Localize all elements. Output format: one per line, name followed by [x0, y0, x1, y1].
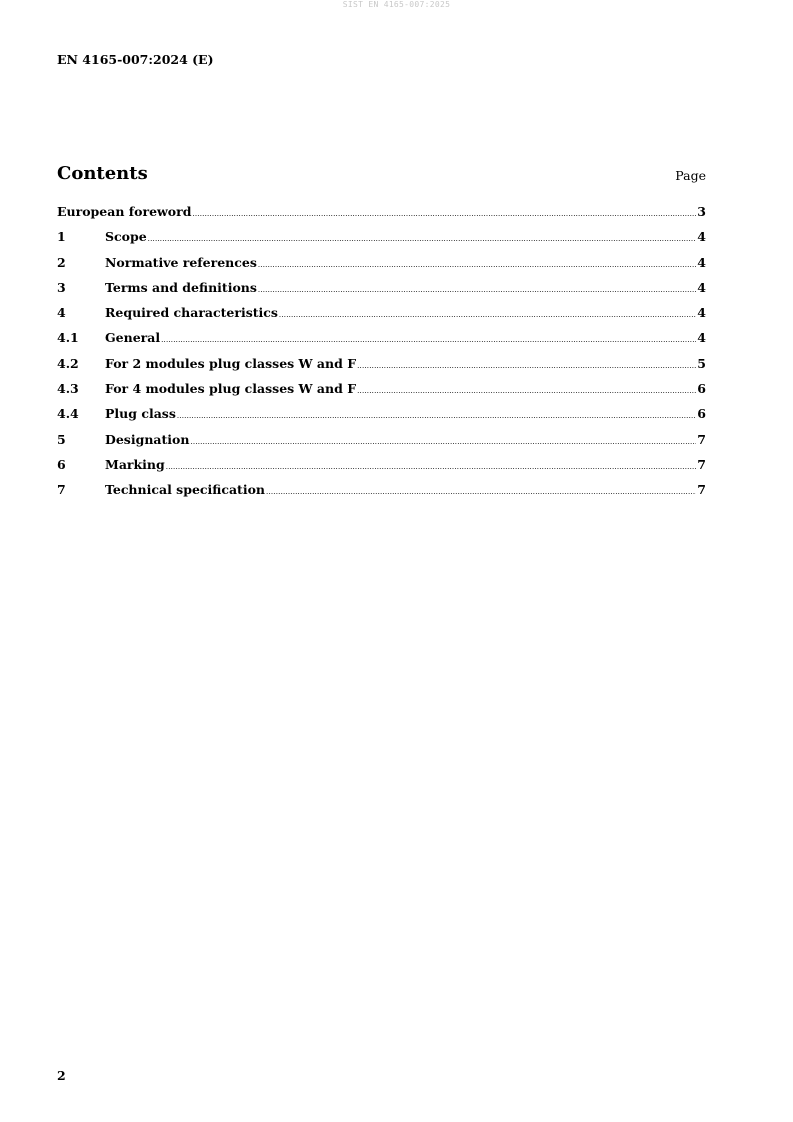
toc-entry-terms-and-definitions[interactable]: [57, 280, 706, 305]
toc-leader-dots: [190, 438, 696, 446]
toc-entry-number: 4.2: [57, 355, 79, 371]
toc-entry-page: 4: [697, 254, 706, 270]
contents-title: Contents: [57, 163, 148, 184]
table-of-contents: [57, 204, 706, 508]
toc-entry-number: 6: [57, 456, 66, 472]
toc-leader-dots: [357, 387, 696, 395]
toc-entry-general[interactable]: [57, 330, 706, 355]
toc-entry-label: General: [105, 330, 161, 346]
toc-leader-dots: [258, 286, 696, 294]
toc-entry-label: Scope: [105, 229, 147, 245]
toc-leader-dots: [192, 210, 696, 218]
toc-entry-page: 6: [697, 406, 706, 422]
page-number: 2: [57, 1068, 66, 1083]
toc-entry-page: 4: [697, 279, 706, 295]
toc-leader-dots: [166, 463, 697, 471]
toc-entry-page: 7: [697, 431, 706, 447]
toc-entry-plug-class[interactable]: [57, 406, 706, 431]
toc-entry-number: 5: [57, 431, 66, 447]
toc-entry-designation[interactable]: [57, 432, 706, 457]
toc-entry-page: 4: [697, 330, 706, 346]
toc-entry-scope[interactable]: [57, 229, 706, 254]
page-column-heading: Page: [675, 168, 706, 183]
document-id: EN 4165-007:2024 (E): [57, 52, 214, 67]
toc-entry-4-modules-plug-classes[interactable]: [57, 381, 706, 406]
toc-leader-dots: [357, 362, 696, 370]
watermark: SIST EN 4165-007:2025: [342, 0, 451, 9]
toc-entry-normative-references[interactable]: [57, 255, 706, 280]
toc-entry-label: For 4 modules plug classes W and F: [105, 381, 357, 397]
toc-entry-label: Terms and definitions: [105, 279, 257, 295]
toc-entry-number: 4: [57, 305, 66, 321]
toc-leader-dots: [161, 336, 696, 344]
toc-entry-page: 7: [697, 456, 706, 472]
toc-entry-label: Technical specification: [105, 482, 266, 498]
toc-entry-technical-specification[interactable]: [57, 482, 706, 507]
toc-entry-number: 4.1: [57, 330, 79, 346]
toc-entry-european-foreword[interactable]: [57, 204, 706, 229]
toc-leader-dots: [266, 488, 696, 496]
toc-entry-label: European foreword: [57, 204, 192, 219]
toc-entry-page: 4: [697, 305, 706, 321]
toc-entry-number: 3: [57, 279, 66, 295]
toc-entry-page: 4: [697, 229, 706, 245]
toc-entry-number: 1: [57, 229, 66, 245]
toc-entry-page: 5: [697, 355, 706, 371]
toc-entry-marking[interactable]: [57, 457, 706, 482]
toc-entry-label: Plug class: [105, 406, 176, 422]
toc-leader-dots: [148, 235, 697, 243]
toc-entry-page: 6: [697, 381, 706, 397]
toc-entry-number: 2: [57, 254, 66, 270]
toc-entry-page: 7: [697, 482, 706, 498]
toc-entry-number: 4.4: [57, 406, 79, 422]
toc-entry-label: Required characteristics: [105, 305, 278, 321]
toc-entry-number: 7: [57, 482, 66, 498]
toc-leader-dots: [279, 311, 696, 319]
toc-entry-2-modules-plug-classes[interactable]: [57, 356, 706, 381]
toc-leader-dots: [258, 261, 696, 269]
toc-leader-dots: [177, 412, 696, 420]
toc-entry-number: 4.3: [57, 381, 79, 397]
toc-entry-label: Designation: [105, 431, 190, 447]
toc-entry-label: Normative references: [105, 254, 257, 270]
toc-entry-label: For 2 modules plug classes W and F: [105, 355, 357, 371]
toc-entry-page: 3: [697, 204, 706, 219]
toc-entry-label: Marking: [105, 456, 165, 472]
toc-entry-required-characteristics[interactable]: [57, 305, 706, 330]
